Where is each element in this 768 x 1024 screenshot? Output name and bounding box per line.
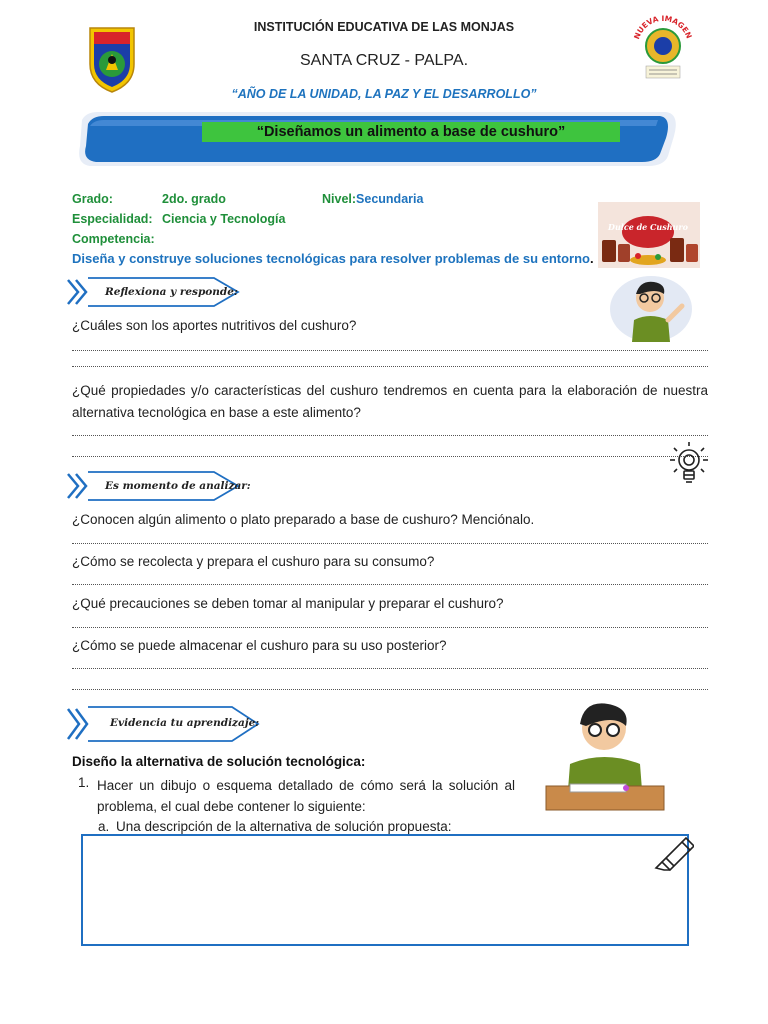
competencia-text (72, 251, 594, 266)
question-nutritional-contributions: ¿Cuáles son los aportes nutritivos del cushuro? (72, 318, 357, 333)
student-writing-illustration (544, 698, 666, 814)
logo-arc-text: NUEVA IMAGEN (632, 13, 694, 41)
question-properties: ¿Qué propiedades y/o características del cushuro tendremos en cuenta para la elaboración de nuestra alternativa tecnológica en base a este alimento? (72, 383, 708, 420)
question-precautions: ¿Qué precauciones se deben tomar al manipular y preparar el cushuro? (72, 596, 504, 611)
activity-title: “Diseñamos un alimento a base de cushuro” (202, 122, 620, 142)
institution-name: INSTITUCIÓN EDUCATIVA DE LAS MONJAS (253, 20, 515, 34)
grado-value: 2do. grado (162, 192, 226, 206)
cushuro-product-image (598, 202, 700, 268)
question-harvest-prepare: ¿Cómo se recolecta y prepara el cushuro para su consumo? (72, 554, 435, 569)
school-logo-right (628, 10, 698, 80)
marker-icon (652, 834, 694, 872)
question-storage: ¿Cómo se puede almacenar el cushuro para su uso posterior? (72, 638, 447, 653)
sublist-item-letter: a. (98, 819, 110, 834)
answer-line[interactable] (72, 350, 708, 351)
reflexiona-label: Reflexiona y responde: (105, 286, 238, 298)
student-pointing-illustration (610, 276, 692, 342)
lightbulb-icon (668, 440, 710, 486)
grado-label: Grado: (72, 192, 113, 206)
school-location: SANTA CRUZ - PALPA. (299, 52, 469, 69)
answer-line[interactable] (72, 584, 708, 585)
answer-line[interactable] (72, 435, 708, 436)
especialidad-value: Ciencia y Tecnología (162, 212, 286, 226)
nivel-value: Secundaria (356, 192, 424, 206)
nivel-field (322, 192, 423, 206)
product-brand-text: Dulce de Cushuro (608, 222, 688, 232)
answer-line[interactable] (72, 456, 708, 457)
list-item-number: 1. (78, 775, 90, 790)
question-known-dishes: ¿Conocen algún alimento o plato preparado a base de cushuro? Menciónalo. (72, 512, 535, 527)
design-heading: Diseño la alternativa de solución tecnológica: (72, 754, 366, 769)
evidencia-label: Evidencia tu aprendizaje: (110, 717, 260, 729)
list-item-text: Hacer un dibujo o esquema detallado de cómo será la solución al problema, el cual debe contener lo siguiente: (97, 778, 515, 814)
answer-line[interactable] (72, 668, 708, 669)
answer-line[interactable] (72, 543, 708, 544)
year-motto: “AÑO DE LA UNIDAD, LA PAZ Y EL DESARROLLO” (231, 87, 537, 101)
nivel-label: Nivel: (322, 192, 357, 206)
description-answer-box[interactable] (81, 834, 689, 946)
competencia-label: Competencia: (72, 232, 155, 246)
answer-line[interactable] (72, 627, 708, 628)
especialidad-label: Especialidad: (72, 212, 153, 226)
sublist-item-text: Una descripción de la alternativa de solución propuesta: (116, 819, 452, 834)
school-crest-left (86, 24, 138, 94)
competencia-description: Diseña y construye soluciones tecnológicas para resolver problemas de su entorno (72, 251, 591, 266)
competencia-period: . (590, 251, 594, 266)
answer-line[interactable] (72, 689, 708, 690)
answer-line[interactable] (72, 366, 708, 367)
analizar-label: Es momento de analizar: (105, 480, 251, 492)
